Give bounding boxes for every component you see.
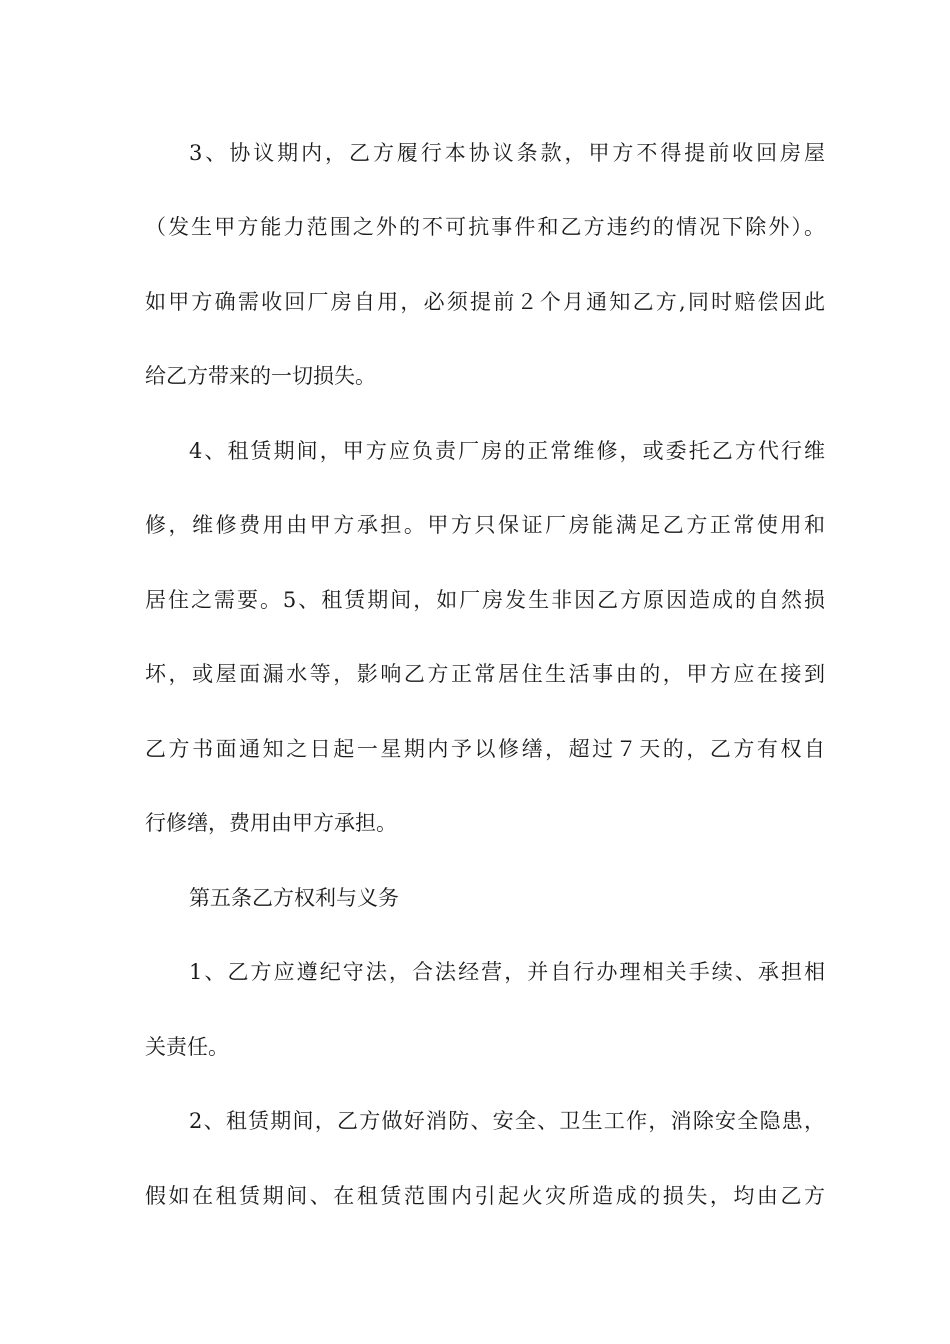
text-line: （发生甲方能力范围之外的不可抗事件和乙方违约的情况下除外）。: [145, 215, 825, 239]
text-line: 修，维修费用由甲方承担。甲方只保证厂房能满足乙方正常使用和: [145, 513, 825, 537]
text-line: 行修缮，费用由甲方承担。: [145, 811, 397, 835]
text-line: 乙方书面通知之日起一星期内予以修缮，超过７天的，乙方有权自: [145, 737, 825, 761]
text-line: 4、租赁期间，甲方应负责厂房的正常维修，或委托乙方代行维: [189, 439, 825, 463]
text-line: 假如在租赁期间、在租赁范围内引起火灾所造成的损失，均由乙方: [145, 1184, 825, 1208]
section-heading: 第五条乙方权利与义务: [189, 886, 399, 910]
text-line: 坏，或屋面漏水等，影响乙方正常居住生活事由的，甲方应在接到: [145, 662, 825, 686]
text-line: 给乙方带来的一切损失。: [145, 364, 376, 388]
text-line: 关责任。: [145, 1035, 229, 1059]
text-line: 3、协议期内，乙方履行本协议条款，甲方不得提前收回房屋: [189, 141, 825, 165]
text-line: 如甲方确需收回厂房自用，必须提前２个月通知乙方,同时赔偿因此: [145, 290, 825, 314]
text-line: 1、乙方应遵纪守法，合法经营，并自行办理相关手续、承担相: [189, 960, 825, 984]
text-line: 居住之需要。5、租赁期间，如厂房发生非因乙方原因造成的自然损: [145, 588, 825, 612]
text-line: 2、租赁期间，乙方做好消防、安全、卫生工作，消除安全隐患，: [189, 1109, 825, 1133]
